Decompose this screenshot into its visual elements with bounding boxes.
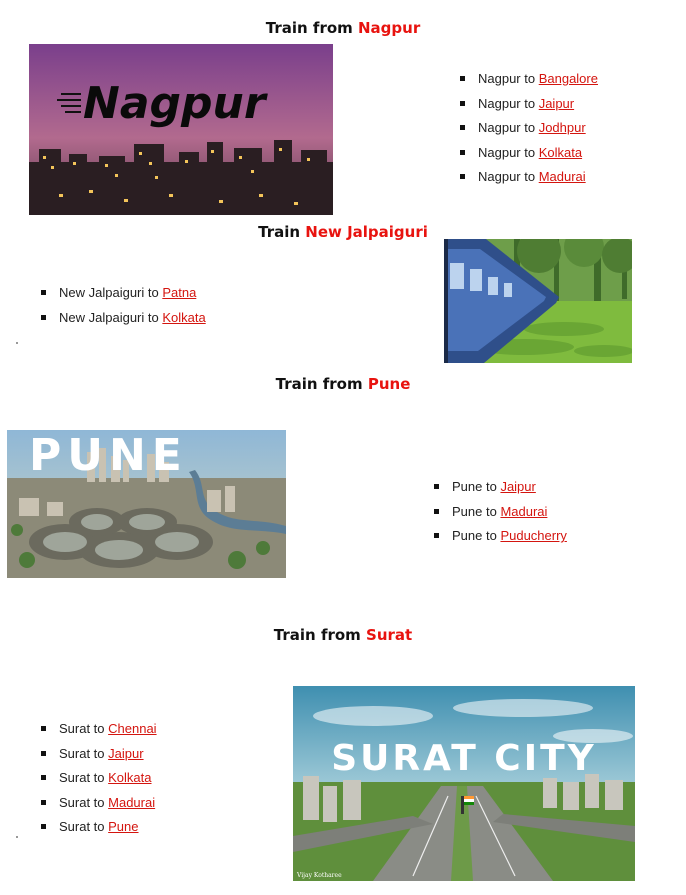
- list-item: Pune to Puducherry: [434, 527, 567, 552]
- route-link-kolkata[interactable]: Kolkata: [162, 309, 206, 325]
- route-link-jaipur[interactable]: Jaipur: [108, 745, 144, 761]
- list-item: Surat to Pune: [41, 818, 157, 843]
- list-item: Nagpur to Kolkata: [460, 144, 598, 169]
- route-link-madurai[interactable]: Madurai: [108, 794, 156, 810]
- heading-prefix: Train: [258, 223, 306, 241]
- route-link-bangalore[interactable]: Bangalore: [538, 71, 598, 86]
- pune-route-list: [434, 478, 567, 552]
- list-item: Pune to Madurai: [434, 503, 567, 528]
- list-item: Pune to Jaipur: [434, 478, 567, 503]
- surat-city-image: [293, 686, 635, 881]
- route-link-chennai[interactable]: Chennai: [108, 721, 157, 736]
- heading-city: Surat: [366, 626, 413, 644]
- route-link-madurai[interactable]: Madurai: [538, 169, 586, 185]
- surat-image-credit: Vijay Kotharee: [297, 872, 342, 879]
- surat-logo-text: SURAT CITY: [331, 738, 597, 779]
- heading-prefix: Train from: [265, 19, 358, 37]
- section-heading-pune: [0, 375, 686, 393]
- list-item: Nagpur to Jaipur: [460, 95, 598, 120]
- nagpur-route-list: [460, 70, 598, 193]
- heading-prefix: Train from: [275, 375, 368, 393]
- route-link-puducherry[interactable]: Puducherry: [500, 528, 567, 544]
- heading-city: Pune: [367, 375, 411, 393]
- section-heading-surat: [0, 626, 686, 644]
- list-item: Nagpur to Madurai: [460, 168, 598, 193]
- route-link-patna[interactable]: Patna: [162, 285, 197, 300]
- route-link-kolkata[interactable]: Kolkata: [538, 144, 583, 160]
- list-item: New Jalpaiguri to Kolkata: [41, 309, 206, 334]
- route-link-madurai[interactable]: Madurai: [500, 503, 548, 519]
- surat-route-list: [41, 720, 157, 843]
- list-item: New Jalpaiguri to Patna: [41, 284, 206, 309]
- new-jalpaiguri-route-list: [41, 284, 206, 333]
- heading-city: New Jalpaiguri: [305, 223, 428, 241]
- nagpur-logo-text: Nagpur: [83, 78, 266, 129]
- route-link-jodhpur[interactable]: Jodhpur: [538, 120, 586, 136]
- list-item: Surat to Madurai: [41, 794, 157, 819]
- nagpur-city-image: [29, 44, 333, 215]
- route-link-jaipur[interactable]: Jaipur: [500, 479, 536, 494]
- new-jalpaiguri-train-image: [444, 239, 632, 363]
- list-item: Surat to Jaipur: [41, 745, 157, 770]
- pune-city-image: [7, 430, 286, 578]
- route-link-jaipur[interactable]: Jaipur: [538, 95, 575, 111]
- heading-city: Nagpur: [358, 19, 421, 37]
- stray-mark: [16, 836, 18, 838]
- route-link-pune[interactable]: Pune: [108, 819, 139, 835]
- list-item: Nagpur to Bangalore: [460, 70, 598, 95]
- list-item: Nagpur to Jodhpur: [460, 119, 598, 144]
- list-item: Surat to Kolkata: [41, 769, 157, 794]
- section-heading-nagpur: [0, 19, 686, 37]
- pune-logo-text: PUNE: [29, 430, 188, 481]
- heading-prefix: Train from: [273, 626, 367, 644]
- route-link-kolkata[interactable]: Kolkata: [108, 770, 152, 786]
- list-item: Surat to Chennai: [41, 720, 157, 745]
- stray-mark: [16, 342, 18, 344]
